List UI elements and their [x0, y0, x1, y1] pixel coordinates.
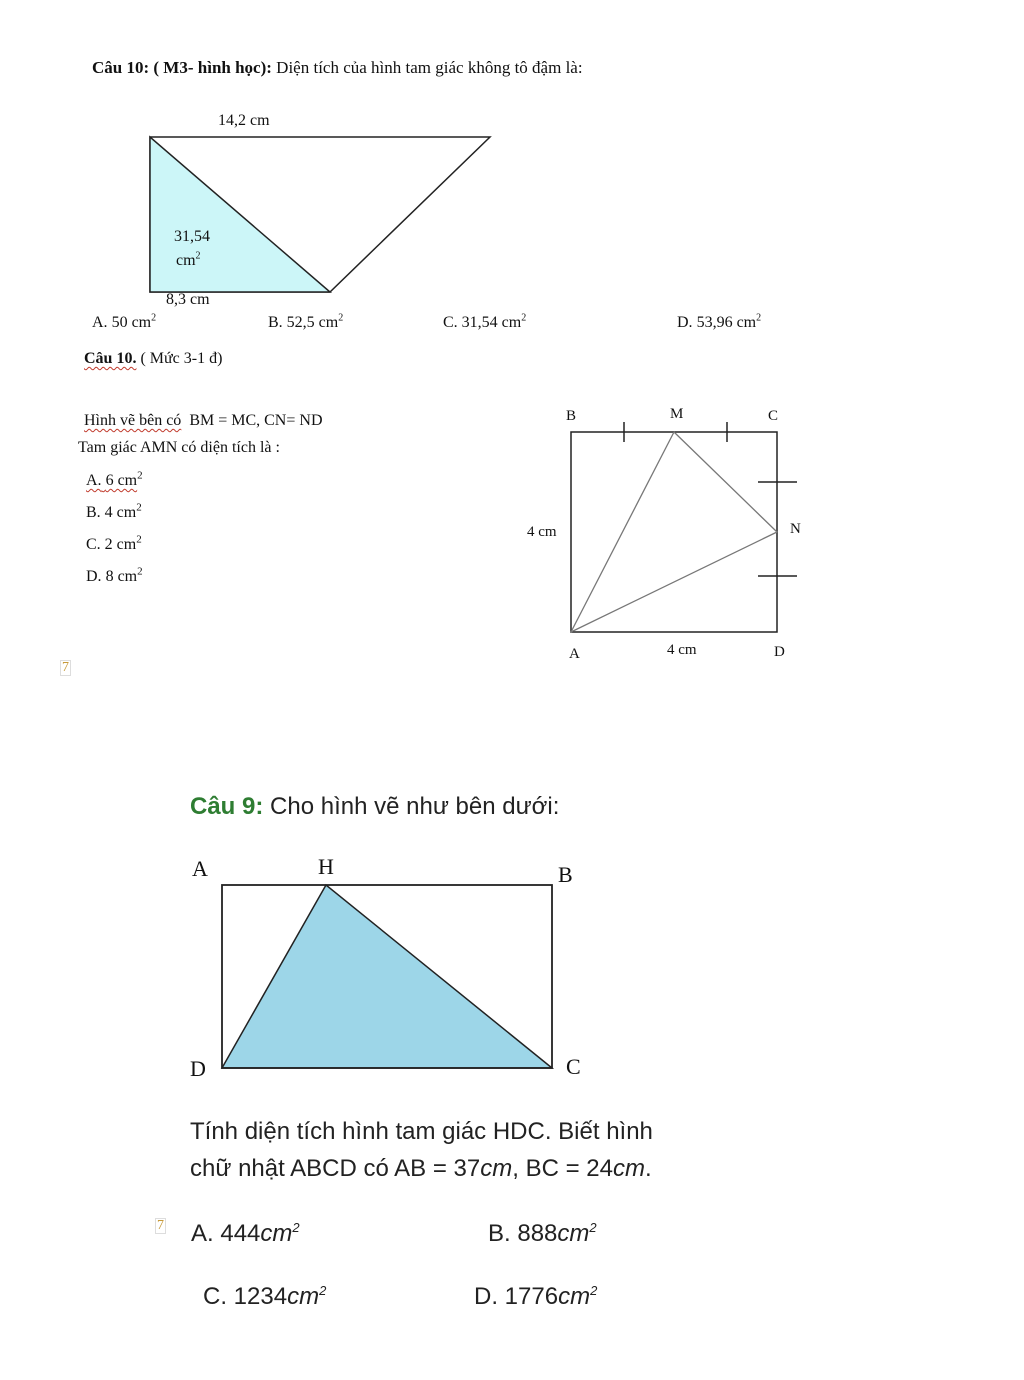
q10b-label-b: B [566, 408, 577, 424]
q10b-label-m: M [670, 406, 684, 422]
option-value: 6 cm [105, 472, 138, 489]
q10b-figure [0, 380, 1024, 680]
option-key: B. [488, 1220, 511, 1247]
option-key: C. [203, 1283, 227, 1310]
option-key: D. [86, 568, 102, 585]
q10b-side-left: 4 cm [527, 524, 557, 540]
option-unit: cm [287, 1283, 320, 1310]
q10b-given-prefix: Hình vẽ bên có [84, 412, 182, 429]
option-exp: 2 [589, 1220, 597, 1235]
q9-label-a: A [192, 856, 208, 881]
option-exp: 2 [136, 533, 142, 546]
q10b-title [84, 350, 222, 368]
q10a-option-d[interactable] [677, 314, 761, 332]
option-exp: 2 [137, 469, 143, 482]
q10a-option-c[interactable] [443, 314, 526, 332]
q9-unit-2: cm [612, 1155, 645, 1182]
option-value: 4 cm [104, 504, 137, 521]
q10a-area-unit-text: cm [176, 252, 196, 269]
q9-text-line1: Tính diện tích hình tam giác HDC. Biết hình [190, 1118, 653, 1145]
option-key: C. [86, 536, 101, 553]
option-exp: 2 [151, 312, 157, 324]
option-exp: 2 [136, 501, 142, 514]
option-value: 50 cm [111, 314, 152, 331]
q10b-label-c: C [768, 408, 779, 424]
q9-unit-1: cm [480, 1155, 513, 1182]
triangle-hdc [222, 885, 552, 1068]
square-bmcnd [571, 432, 777, 632]
option-key: C. [443, 314, 458, 331]
q9-option-a[interactable] [191, 1220, 300, 1248]
q9-title [190, 793, 559, 821]
q10a-title-label: Câu 10: ( M3- hình học): [92, 58, 272, 77]
option-value: 2 cm [104, 536, 137, 553]
option-key: B. [268, 314, 283, 331]
option-unit: cm [557, 1220, 590, 1247]
q9-title-text: Cho hình vẽ như bên dưới: [263, 793, 560, 820]
q9-text-part-a: chữ nhật ABCD có AB = 37 [190, 1155, 481, 1182]
q9-text-part-b: , BC = 24 [512, 1155, 613, 1182]
q10b-side-bottom: 4 cm [667, 642, 697, 658]
q10a-figure [0, 0, 1024, 320]
option-value: 31,54 cm [461, 314, 522, 331]
q10b-title-label: Câu 10. [84, 350, 137, 367]
option-value: 52,5 cm [286, 314, 339, 331]
option-exp: 2 [319, 1283, 327, 1298]
option-exp: 2 [590, 1283, 598, 1298]
q9-margin-mark: 7 [157, 1218, 164, 1233]
option-value: 1776 [504, 1283, 559, 1310]
q9-label-d: D [190, 1056, 206, 1081]
option-value: 53,96 cm [696, 314, 757, 331]
option-exp: 2 [137, 565, 143, 578]
q10a-option-b[interactable] [268, 314, 343, 332]
q9-label-b: B [558, 862, 573, 887]
option-exp: 2 [521, 312, 527, 324]
option-key: A. [86, 472, 102, 489]
q9-option-c[interactable] [203, 1283, 326, 1311]
q10a-area-exp: 2 [195, 250, 201, 262]
q9-text-part-c: . [644, 1155, 652, 1182]
segment-an [571, 532, 777, 632]
option-key: B. [86, 504, 101, 521]
q9-label-c: C [566, 1054, 581, 1079]
q9-text-line2 [190, 1155, 652, 1183]
q10b-given-values: BM = MC, CN= ND [189, 412, 323, 429]
q10b-question: Tam giác AMN có diện tích là : [78, 439, 280, 456]
q10a-area-value: 31,54 [174, 228, 210, 245]
option-exp: 2 [292, 1220, 300, 1235]
option-exp: 2 [338, 312, 344, 324]
q9-option-b[interactable] [488, 1220, 597, 1248]
q10a-title-text: Diện tích của hình tam giác không tô đậm là: [271, 58, 583, 77]
q9-option-d[interactable] [474, 1283, 597, 1311]
option-unit: cm [558, 1283, 591, 1310]
option-key: D. [677, 314, 693, 331]
q10a-top-label: 14,2 cm [218, 112, 270, 129]
q10b-label-a: A [569, 646, 580, 662]
segment-am [571, 432, 674, 632]
option-value: 8 cm [105, 568, 138, 585]
q10a-option-a[interactable] [92, 314, 156, 332]
q10b-label-n: N [790, 521, 801, 537]
option-value: 888 [517, 1220, 558, 1247]
option-key: D. [474, 1283, 498, 1310]
q9-title-label: Câu 9: [190, 793, 264, 820]
option-key: A. [191, 1220, 214, 1247]
q10b-level: ( Mức 3-1 đ) [136, 350, 223, 367]
q10b-margin-mark: 7 [62, 660, 69, 675]
q10a-bottom-label: 8,3 cm [166, 291, 210, 308]
option-value: 1234 [233, 1283, 288, 1310]
q10b-label-d: D [774, 644, 785, 660]
q9-figure [0, 860, 1024, 1090]
option-exp: 2 [756, 312, 762, 324]
q9-label-h: H [318, 854, 334, 879]
option-key: A. [92, 314, 108, 331]
q10a-area-unit [176, 252, 201, 270]
option-unit: cm [260, 1220, 293, 1247]
option-value: 444 [220, 1220, 261, 1247]
